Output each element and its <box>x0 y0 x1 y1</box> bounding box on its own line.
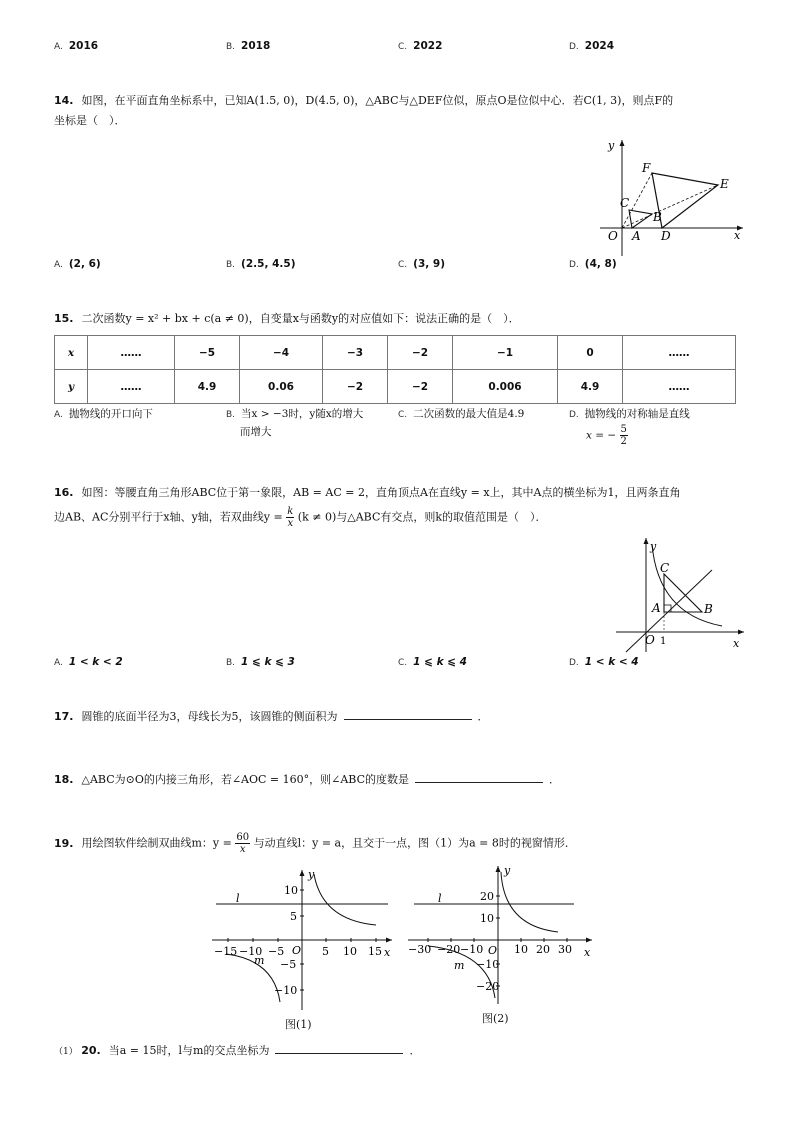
table-row-y <box>55 370 736 404</box>
graph2-xtick-30: 30 <box>558 943 572 956</box>
q16-label-x: x <box>733 637 740 650</box>
graph2-xtick-neg30: −30 <box>408 943 432 956</box>
graph2-label-o: O <box>488 944 498 957</box>
graph1-y-arrow <box>300 870 305 876</box>
q14-label-a: A <box>632 229 641 243</box>
q18-stem: 18. △ABC为⊙O的内接三角形，若∠AOC = 160°，则∠ABC的度数是 ． <box>54 769 560 791</box>
graph2-label-l: l <box>438 892 442 905</box>
q14-figure <box>598 134 748 258</box>
table-cell: −2 <box>388 336 453 370</box>
graph2-ytick-10: 10 <box>480 912 494 925</box>
graph2-label-x: x <box>584 946 591 959</box>
table-cell: −1 <box>453 336 558 370</box>
graph1-label-l: l <box>236 892 240 905</box>
q15-value-table <box>54 335 736 404</box>
q17-stem: 17. 圆锥的底面半径为3，母线长为5，该圆锥的侧面积为 ． <box>54 706 489 728</box>
q19-caption-1: 图(1) <box>285 1018 312 1031</box>
q16-stem-line2: 边AB、AC分别平行于x轴、y轴，若双曲线y = $\frac{k}{x}$ (k ≠ 0)与△ABC有交点，则k的取值范围是（ ）． <box>54 506 547 529</box>
graph1-ytick-10: 10 <box>284 884 298 897</box>
q16-stem-line1: 16. 如图：等腰直角三角形ABC位于第一象限，AB = AC = 2，直角顶点A在直线y = x上，其中A点的横坐标为1，且两条直角 <box>54 486 681 499</box>
graph2-xtick-neg10: −10 <box>460 943 484 956</box>
q15-option-d: D. 抛物线的对称轴是直线 <box>569 408 690 420</box>
q14-label-f: F <box>642 161 651 175</box>
table-cell: …… <box>88 370 175 404</box>
q14-option-b: B. (2.5, 4.5) <box>226 258 296 270</box>
graph1-xtick-15: 15 <box>368 945 382 958</box>
q14-label-o: O <box>608 229 618 243</box>
q14-label-x: x <box>734 229 741 242</box>
q16-right-angle-mark <box>664 605 671 612</box>
graph2-hyperbola-right <box>501 872 558 932</box>
q16-label-o: O <box>645 633 655 647</box>
graph1-x-arrow <box>386 938 392 943</box>
table-cell: 4.9 <box>558 370 623 404</box>
q14-label-e: E <box>720 177 729 191</box>
graph2-xtick-20: 20 <box>536 943 550 956</box>
table-cell: 4.9 <box>175 370 240 404</box>
q16-fraction: $\frac{k}{x}$ <box>287 506 294 529</box>
graph1-label-m: m <box>254 954 265 967</box>
table-cell: 0.006 <box>453 370 558 404</box>
q14-label-c: C <box>620 196 630 210</box>
q18-answer-blank[interactable] <box>415 770 543 783</box>
graph2-label-y: y <box>504 864 511 877</box>
graph1-xtick-10: 10 <box>343 945 357 958</box>
graph2-ytick-20: 20 <box>480 890 494 903</box>
q14-label-b: B <box>653 210 662 224</box>
q15-option-d-line2: x = − $\frac{5}{2}$ <box>586 424 627 447</box>
q14-option-d: D. (4, 8) <box>569 258 617 270</box>
graph2-x-arrow <box>586 938 592 943</box>
q14-stem-line2: 坐标是（ ）． <box>54 114 126 127</box>
q16-y-arrow <box>644 538 649 544</box>
q14-stem-line1: 14. 如图，在平面直角坐标系中，已知A(1.5, 0)，D(4.5, 0)，△ABC与△DEF位似，原点O是位似中心．若C(1, 3)，则点F的 <box>54 94 674 107</box>
table-cell: y <box>55 370 88 404</box>
graph1-ytick-neg10: −10 <box>274 984 298 997</box>
q13-option-d: D. 2024 <box>569 40 615 52</box>
graph2-label-m: m <box>454 959 465 972</box>
q16-option-b: B. 1 ⩽ k ⩽ 3 <box>226 656 295 668</box>
q20-answer-blank[interactable] <box>275 1041 403 1054</box>
q14-label-y: y <box>608 139 615 152</box>
q14-option-a: A. (2, 6) <box>54 258 101 270</box>
q20-stem: （1） 20. 当a = 15时，l与m的交点坐标为 ． <box>54 1040 420 1063</box>
table-cell: −3 <box>323 336 388 370</box>
table-cell: 0 <box>558 336 623 370</box>
graph1-ytick-neg5: −5 <box>280 958 297 971</box>
q19-graph-2 <box>404 862 596 1008</box>
table-cell: 0.06 <box>240 370 323 404</box>
graph2-xtick-neg20: −20 <box>437 943 461 956</box>
q16-x-arrow <box>738 630 744 635</box>
graph1-xtick-neg15: −15 <box>214 945 238 958</box>
graph2-ytick-neg20: −20 <box>476 980 500 993</box>
q19-stem: 19. 用绘图软件绘制双曲线m：y = $\frac{60}{x}$ 与动直线l：y = a，且交于一点，图（1）为a = 8时的视窗情形． <box>54 832 576 855</box>
q15-stem: 15. 二次函数y = x² + bx + c(a ≠ 0)，自变量x与函数y的对应值如下：说法正确的是（ ）． <box>54 312 520 325</box>
graph2-y-arrow <box>496 866 501 872</box>
q16-option-d: D. 1 < k < 4 <box>569 656 639 668</box>
table-cell: …… <box>623 336 736 370</box>
q19-caption-2: 图(2) <box>482 1012 509 1025</box>
q14-label-d: D <box>661 229 671 243</box>
graph1-label-y: y <box>308 868 315 881</box>
table-cell: −5 <box>175 336 240 370</box>
graph2-xtick-10: 10 <box>514 943 528 956</box>
q16-label-a: A <box>652 601 661 615</box>
graph1-ytick-5: 5 <box>290 910 297 923</box>
q16-option-a: A. 1 < k < 2 <box>54 656 123 668</box>
table-row-x <box>55 336 736 370</box>
q16-label-c: C <box>660 561 670 575</box>
q15-option-b-line2: 而增大 <box>240 426 272 438</box>
q13-option-b: B. 2018 <box>226 40 271 52</box>
graph1-hyperbola-right <box>314 874 376 925</box>
graph2-ytick-neg10: −10 <box>476 958 500 971</box>
q14-triangle-def <box>652 173 718 228</box>
table-cell: −2 <box>323 370 388 404</box>
table-cell: −2 <box>388 370 453 404</box>
table-cell: …… <box>623 370 736 404</box>
q14-option-c: C. (3, 9) <box>398 258 446 270</box>
q15-option-b: B. 当x > −3时，y随x的增大 <box>226 408 364 420</box>
q15-option-c: C. 二次函数的最大值是4.9 <box>398 408 525 420</box>
graph1-label-o: O <box>292 944 302 957</box>
q17-answer-blank[interactable] <box>344 707 472 720</box>
q19-fraction: $\frac{60}{x}$ <box>236 832 250 855</box>
graph1-xtick-neg10: −10 <box>239 945 263 958</box>
q16-label-y: y <box>650 540 657 553</box>
q16-label-b: B <box>704 602 713 616</box>
q16-option-c: C. 1 ⩽ k ⩽ 4 <box>398 656 467 668</box>
q14-triangle-abc <box>629 210 652 228</box>
table-cell: …… <box>88 336 175 370</box>
graph1-hyperbola-left <box>226 954 280 1002</box>
q13-option-c: C. 2022 <box>398 40 443 52</box>
q13-option-a: A. 2016 <box>54 40 99 52</box>
q16-line-y-equals-x <box>626 570 712 652</box>
graph1-label-x: x <box>384 946 391 959</box>
q16-figure <box>612 534 748 656</box>
q16-triangle-abc <box>664 574 702 612</box>
table-cell: −4 <box>240 336 323 370</box>
q14-y-arrow <box>620 140 625 146</box>
graph1-xtick-neg5: −5 <box>268 945 285 958</box>
q19-graph-1 <box>206 864 396 1014</box>
q15-option-a: A. 抛物线的开口向下 <box>54 408 153 420</box>
table-cell: x <box>55 336 88 370</box>
graph1-xtick-5: 5 <box>322 945 329 958</box>
q15-option-d-fraction: $\frac{5}{2}$ <box>620 424 627 447</box>
q16-label-1: 1 <box>660 636 667 647</box>
